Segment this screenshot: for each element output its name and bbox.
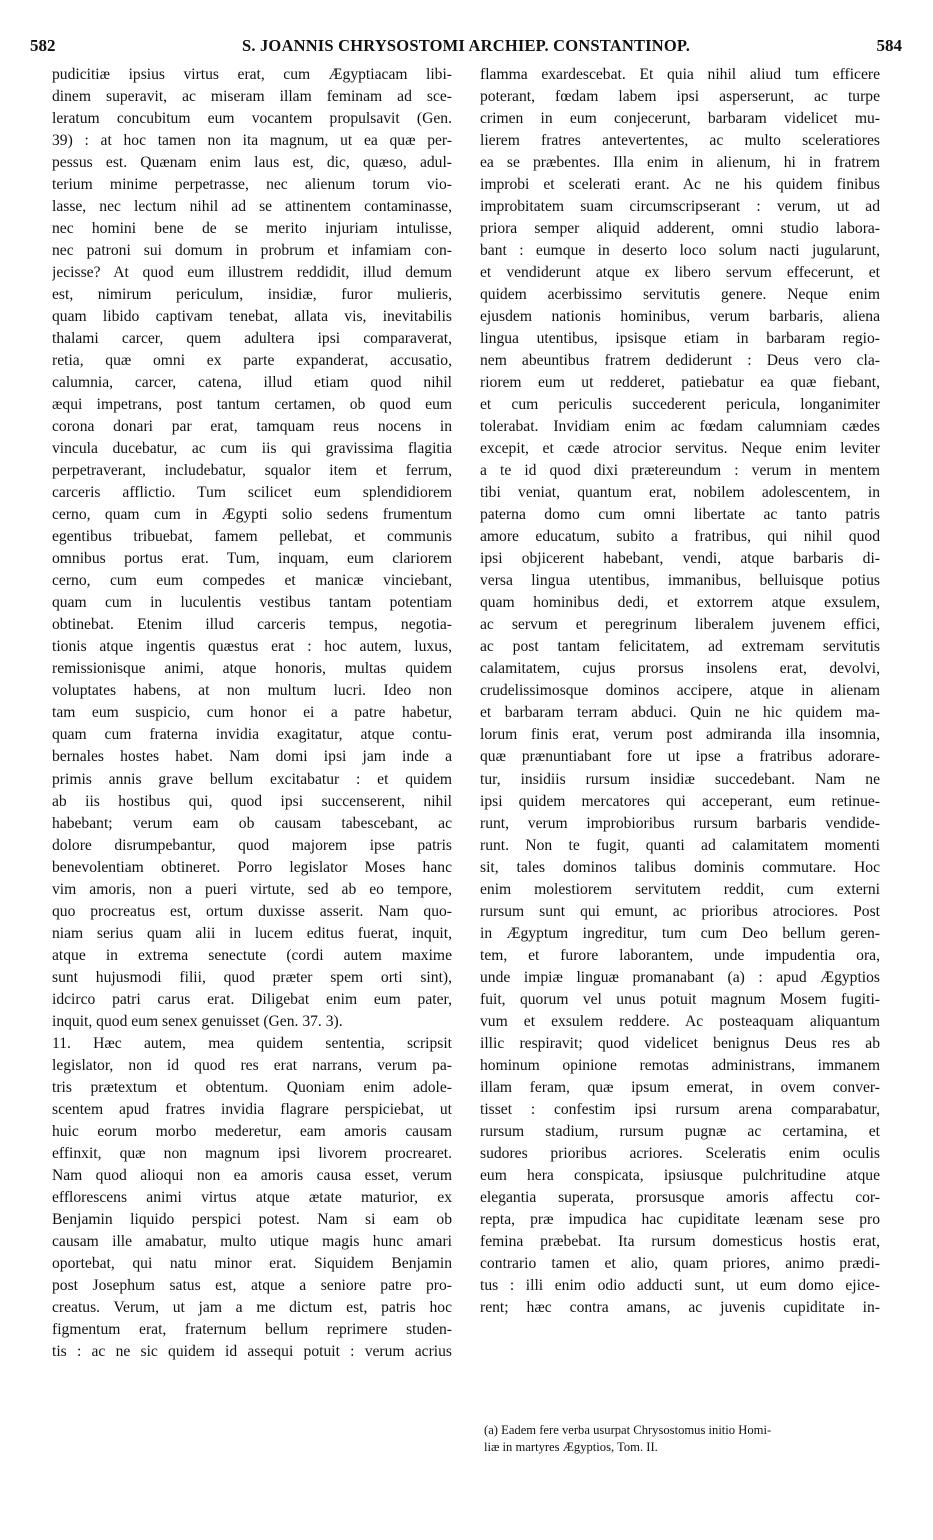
- text-line: egentibus tribuebat, famem pellebat, et communis: [52, 528, 452, 546]
- text-line: vum et exsulem reddere. Ac posteaquam aliquantum: [480, 1012, 880, 1030]
- text-line: lasse, nec lectum nihil ad se attinentem contaminasse,: [52, 198, 452, 216]
- text-line: illam feram, quæ ipsum emerat, in ovem conver-: [480, 1078, 880, 1096]
- text-line: quo procreatus est, ortum duxisse asserit. Nam quo-: [52, 902, 452, 920]
- text-line: femina præbebat. Ita rursum domesticus hostis erat,: [480, 1232, 880, 1250]
- left-text-column: [52, 64, 452, 1363]
- text-line: nec homini bene de se merito injuriam intulisse,: [52, 220, 452, 238]
- text-line: tisset : confestim ipsi rursum arena comparabatur,: [480, 1100, 880, 1118]
- text-line: scentem apud fratres invidia flagrare perspiciebat, ut: [52, 1100, 452, 1118]
- text-line: tris prætextum et obtentum. Quoniam enim adole-: [52, 1078, 452, 1096]
- text-line: ipsi quidem mercatores qui acceperant, eum retinue-: [480, 792, 880, 810]
- text-line: Nam quod alioqui non ea amoris causa esset, verum: [52, 1166, 452, 1184]
- text-line: nec patroni sui domum in probrum et infamiam con-: [52, 242, 452, 260]
- text-line: efflorescens animi virtus atque ætate maturior, ex: [52, 1188, 452, 1206]
- text-line: vincula ducebatur, ac cum iis qui gravissima flagitia: [52, 440, 452, 458]
- text-line: Benjamin liquido perspici potest. Nam si eam ob: [52, 1210, 452, 1228]
- text-line: est, nimirum periculum, insidiæ, furor mulieris,: [52, 286, 452, 304]
- text-line: quam cum in luculentis vestibus tantam potentiam: [52, 594, 452, 612]
- text-line: 39) : at hoc tamen non ita magnum, ut ea quæ per-: [52, 132, 452, 150]
- text-line: et barbaram terram abduci. Quin ne hic quidem ma-: [480, 704, 880, 722]
- text-line: tis : ac ne sic quidem id assequi potuit : verum acrius: [52, 1342, 452, 1360]
- text-line: lierem fratres antevertentes, ac multo sceleratiores: [480, 132, 880, 150]
- text-line: calumnia, carcer, catena, illud etiam quod nihil: [52, 374, 452, 392]
- text-line: versa lingua utentibus, immanibus, belluisque potius: [480, 572, 880, 590]
- text-line: æqui impetrans, post tantum certamen, ob quod eum: [52, 396, 452, 414]
- text-line: vim amoris, non a pueri virtute, sed ab eo tempore,: [52, 880, 452, 898]
- text-line: excepit, et cæde atrocior servitus. Neque enim leviter: [480, 440, 880, 458]
- text-line: corona donari par erat, tamquam reus nocens in: [52, 418, 452, 436]
- text-line: ipsi objicerent habebant, vendi, atque barbaris di-: [480, 550, 880, 568]
- text-line: voluptates habens, at non multum lucri. Ideo non: [52, 682, 452, 700]
- text-line: ea se præbentes. Illa enim in alienum, hi in fratrem: [480, 154, 880, 172]
- text-line: elegantia superata, prorsusque amoris affectu cor-: [480, 1188, 880, 1206]
- text-line: quidem acerbissimo servitutis genere. Neque enim: [480, 286, 880, 304]
- text-line: improbi et scelerati erant. Ac ne his quidem finibus: [480, 176, 880, 194]
- text-line: ac servum et peregrinum liberalem juvenem effici,: [480, 616, 880, 634]
- text-line: enim molestiorem servitutem reddit, cum externi: [480, 880, 880, 898]
- text-line: thalami carcer, quem adultera ipsi comparaverat,: [52, 330, 452, 348]
- footnote: [484, 1422, 884, 1456]
- text-line: rursum sunt qui emunt, ac prioribus atrociores. Post: [480, 902, 880, 920]
- text-line: priora semper aliquid adderent, omni studio labora-: [480, 220, 880, 238]
- text-line: quæ prænuntiabant fore ut ipse a fratribus adorare-: [480, 748, 880, 766]
- text-line: flamma exardescebat. Et quia nihil aliud tum efficere: [480, 66, 880, 83]
- text-line: repta, præ impudica hac cupiditate leænam sese pro: [480, 1210, 880, 1228]
- text-line: improbitatem suam circumscripserant : verum, ut ad: [480, 198, 880, 216]
- text-line: ac post tantam felicitatem, ad extremam servitutis: [480, 638, 880, 656]
- footnote-line: liæ in martyres Ægyptios, Tom. II.: [484, 1440, 658, 1454]
- text-line: pessus est. Quænam enim laus est, dic, quæso, adul-: [52, 154, 452, 172]
- text-line: lorum finis erat, verum post admiranda illa insomnia,: [480, 726, 880, 744]
- text-line: pudicitiæ ipsius virtus erat, cum Ægyptiacam libi-: [52, 66, 452, 83]
- text-line: fuit, quorum vel unus potuit magnum Mosem fugiti-: [480, 990, 880, 1008]
- text-line: leratum concubitum eum vocantem propulsavit (Gen.: [52, 110, 452, 128]
- text-line: benevolentiam obtineret. Porro legislator Moses hanc: [52, 858, 452, 876]
- text-line: contrario tamen et alio, quam priores, animo prædi-: [480, 1254, 880, 1272]
- text-line: legislator, non id quod res erat narrans, verum pa-: [52, 1056, 452, 1074]
- text-line: causam ille amabatur, multo utique magis hunc amari: [52, 1232, 452, 1250]
- text-line: quam libido captivam tenebat, allata vis, inevitabilis: [52, 308, 452, 326]
- text-line: tolerabat. Invidiam enim ac fœdam calumniam cædes: [480, 418, 880, 436]
- text-line: et cum periculis succederent pericula, longanimiter: [480, 396, 880, 414]
- text-line: ab iis hostibus qui, quod ipsi succenserent, nihil: [52, 792, 452, 810]
- text-line: quam hominibus dedi, et extorrem atque exsulem,: [480, 594, 880, 612]
- text-line: et vendiderunt atque ex libero servum effecerunt, et: [480, 264, 880, 282]
- text-line: sit, tales dominos talibus dominis commutare. Hoc: [480, 858, 880, 876]
- text-line: post Josephum satus est, atque a seniore patre pro-: [52, 1276, 452, 1294]
- text-line: tibi veniat, quantum erat, nobilem adolescentem, in: [480, 484, 880, 502]
- text-line: poterant, fœdam labem ipsi asperserunt, ac turpe: [480, 88, 880, 106]
- page-number-left: 582: [30, 36, 56, 55]
- text-line: bernales hostes habet. Nam domi ipsi jam inde a: [52, 748, 452, 766]
- text-line: dinem superavit, ac miseram illam feminam ad sce-: [52, 88, 452, 106]
- page-number-right: 584: [876, 36, 902, 55]
- text-line: quam cum fraterna invidia exagitatur, atque contu-: [52, 726, 452, 744]
- text-line: tionis atque ingentis quæstus erat : hoc autem, luxus,: [52, 638, 452, 656]
- text-line: crudelissimosque dominos accipere, atque in alienam: [480, 682, 880, 700]
- running-header: [30, 36, 902, 60]
- text-line: rursum stadium, rursum pugnæ ac certamina, et: [480, 1122, 880, 1140]
- text-line: remissionisque animi, atque honoris, multas quidem: [52, 660, 452, 678]
- text-line: lingua utentibus, ipsisque etiam in barbaram regio-: [480, 330, 880, 348]
- text-line: creatus. Verum, ut jam a me dictum est, patris hoc: [52, 1298, 452, 1316]
- text-line: habebant; verum eam ob causam tabescebant, ac: [52, 814, 452, 832]
- text-line: primis annis grave bellum excitabatur : et quidem: [52, 770, 452, 788]
- text-line: perpetraverant, includebatur, squalor item et ferrum,: [52, 462, 452, 480]
- text-line: idcirco patri carus erat. Diligebat enim eum pater,: [52, 990, 452, 1008]
- text-line: runt, verum improbioribus rursum barbaris vendide-: [480, 814, 880, 832]
- text-line: runt. Non te fugit, quanti ad calamitatem momenti: [480, 836, 880, 854]
- text-line: atque in extrema senectute (cordi autem maxime: [52, 946, 452, 964]
- text-line: a te id quod dixi prætereundum : verum in mentem: [480, 462, 880, 480]
- text-line: illic respiravit; quod videlicet benignus Deus res ab: [480, 1034, 880, 1052]
- footnote-line: (a) Eadem fere verba usurpat Chrysostomus initio Homi-: [484, 1423, 772, 1437]
- text-line: cerno, quam cum in Ægypti solio sedens frumentum: [52, 506, 452, 524]
- text-line: in Ægyptum ingreditur, tum cum Deo bellum geren-: [480, 924, 880, 942]
- text-line: tus : illi enim odio adducti sunt, ut eum domo ejice-: [480, 1276, 880, 1294]
- text-line: riorem eum ut redderet, patiebatur ea quæ fiebant,: [480, 374, 880, 392]
- text-line: amore educatum, subito a fratribus, qui nihil quod: [480, 528, 880, 546]
- right-text-column: [480, 64, 880, 1319]
- text-line: inquit, quod eum senex genuisset (Gen. 37. 3).: [52, 1012, 343, 1030]
- text-line: 11. Hæc autem, mea quidem sententia, scripsit: [52, 1034, 452, 1052]
- text-line: sudores prioribus acriores. Sceleratis enim oculis: [480, 1144, 880, 1162]
- text-line: niam serius quam alii in lucem editus fuerat, inquit,: [52, 924, 452, 942]
- text-line: eum hera conspicata, ipsiusque pulchritudine atque: [480, 1166, 880, 1184]
- text-line: terium minime perpetrasse, nec alienum torum vio-: [52, 176, 452, 194]
- text-line: nem abeuntibus fratrem dediderunt : Deus vero cla-: [480, 352, 880, 370]
- text-line: huic eorum morbo mederetur, eam amoris causam: [52, 1122, 452, 1140]
- text-line: calamitatem, cujus prorsus insolens erat, devolvi,: [480, 660, 880, 678]
- text-line: dolore disrumpebantur, quod majorem ipse patris: [52, 836, 452, 854]
- text-line: paterna domo cum omni libertate ac tanto patris: [480, 506, 880, 524]
- text-line: oportebat, qui natu minor erat. Siquidem Benjamin: [52, 1254, 452, 1272]
- text-line: unde impiæ linguæ promanabant (a) : apud Ægyptios: [480, 968, 880, 986]
- text-line: tur, insidiis rursum insidiæ succedebant. Nam ne: [480, 770, 880, 788]
- text-line: rent; hæc contra amans, ac juvenis cupiditate in-: [480, 1298, 880, 1316]
- text-line: cerno, cum eum compedes et manicæ vinciebant,: [52, 572, 452, 590]
- text-line: omnibus portus erat. Tum, inquam, eum clariorem: [52, 550, 452, 568]
- text-line: jecisse? At quod eum illustrem reddidit, illud demum: [52, 264, 452, 282]
- text-line: crimen in eum conjecerunt, barbaram videlicet mu-: [480, 110, 880, 128]
- running-title: S. JOANNIS CHRYSOSTOMI ARCHIEP. CONSTANTINOP.: [241, 36, 691, 55]
- text-line: effinxit, quæ non magnum ipsi livorem procrearet.: [52, 1144, 452, 1162]
- text-line: tam eum suspicio, cum honor ei a patre habetur,: [52, 704, 452, 722]
- text-line: sunt hujusmodi filii, quod præter spem orti sint),: [52, 968, 452, 986]
- text-line: retia, quæ omni ex parte expanderat, accusatio,: [52, 352, 452, 370]
- text-line: obtinebat. Etenim illud carceris tempus, negotia-: [52, 616, 452, 634]
- text-line: tem, et furore laborantem, unde impudentia ora,: [480, 946, 880, 964]
- text-line: figmentum erat, fraternum bellum reprimere studen-: [52, 1320, 452, 1338]
- text-line: bant : eumque in deserto loco solum nacti jugularunt,: [480, 242, 880, 260]
- text-line: ejusdem nationis hominibus, verum barbaris, aliena: [480, 308, 880, 326]
- text-line: carceris afflictio. Tum scilicet eum splendidiorem: [52, 484, 452, 502]
- text-line: hominum opinione remotas administrans, immanem: [480, 1056, 880, 1074]
